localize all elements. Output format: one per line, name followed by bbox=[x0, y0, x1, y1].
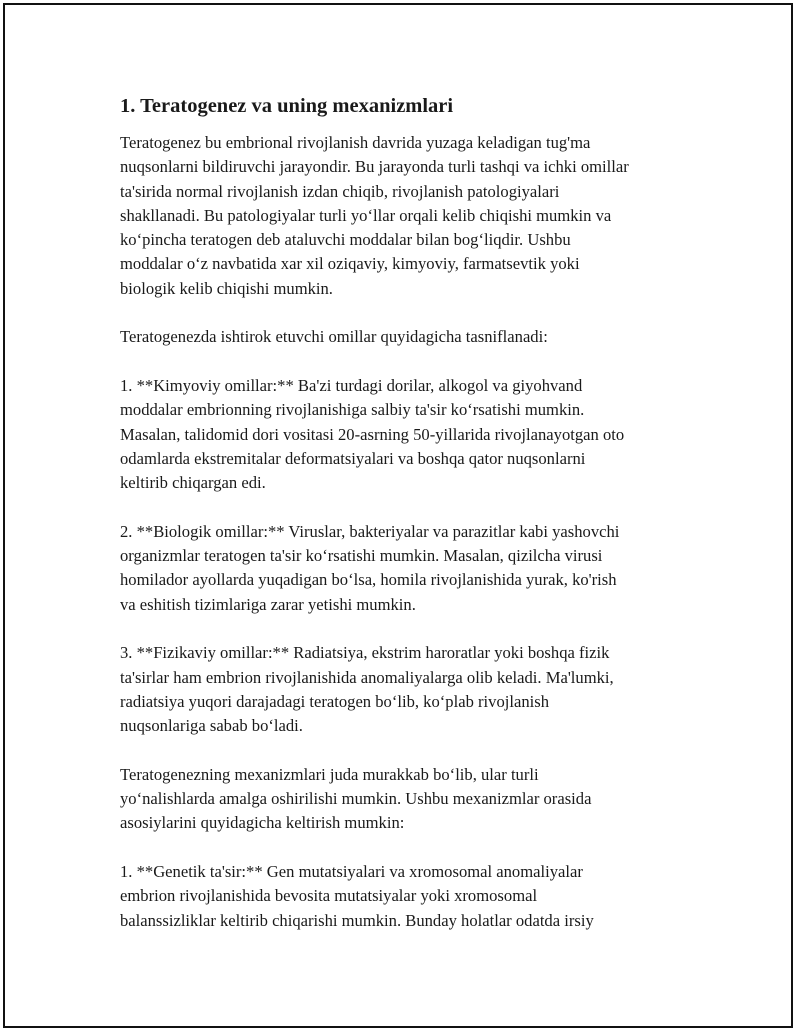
paragraph-classification bbox=[120, 325, 700, 349]
text-line: nuqsonlarni bildiruvchi jarayondir. Bu jarayonda turli tashqi va ichki omillar bbox=[120, 157, 629, 177]
paragraph-biological-factors bbox=[120, 520, 700, 617]
text-line: ta'sirlar ham embrion rivojlanishida anomaliyalarga olib keladi. Ma'lumki, bbox=[120, 667, 614, 687]
text-line: embrion rivojlanishida bevosita mutatsiyalar yoki xromosomal bbox=[120, 886, 538, 906]
paragraph-intro bbox=[120, 131, 700, 301]
paragraph-physical-factors bbox=[120, 641, 700, 738]
text-line: yo‘nalishlarda amalga oshirilishi mumkin. Ushbu mexanizmlar orasida bbox=[120, 789, 592, 809]
text-line: 3. **Fizikaviy omillar:** Radiatsiya, ekstrim haroratlar yoki boshqa fizik bbox=[120, 643, 610, 663]
text-line: va eshitish tizimlariga zarar yetishi mumkin. bbox=[120, 594, 416, 614]
paragraph-mechanisms-intro bbox=[120, 763, 700, 836]
text-line: 1. **Genetik ta'sir:** Gen mutatsiyalari va xromosomal anomaliyalar bbox=[120, 861, 583, 881]
text-line: Teratogenezning mexanizmlari juda murakkab bo‘lib, ular turli bbox=[120, 764, 539, 784]
text-line: organizmlar teratogen ta'sir ko‘rsatishi mumkin. Masalan, qizilcha virusi bbox=[120, 546, 603, 566]
text-line: moddalar embrionning rivojlanishiga salbiy ta'sir ko‘rsatishi mumkin. bbox=[120, 400, 585, 420]
text-line: 1. **Kimyoviy omillar:** Ba'zi turdagi dorilar, alkogol va giyohvand bbox=[120, 375, 583, 395]
text-line: radiatsiya yuqori darajadagi teratogen bo‘lib, ko‘plab rivojlanish bbox=[120, 691, 549, 711]
text-line: asosiylarini quyidagicha keltirish mumkin: bbox=[120, 813, 405, 833]
text-line: nuqsonlariga sabab bo‘ladi. bbox=[120, 716, 303, 736]
text-line: Teratogenez bu embrional rivojlanish davrida yuzaga keladigan tug'ma bbox=[120, 133, 591, 152]
text-line: shakllanadi. Bu patologiyalar turli yo‘llar orqali kelib chiqishi mumkin va bbox=[120, 205, 612, 225]
paragraph-genetic-effect bbox=[120, 860, 700, 933]
paragraph-chemical-factors bbox=[120, 374, 700, 495]
text-line: odamlarda ekstremitalar deformatsiyalari va boshqa qator nuqsonlarni bbox=[120, 448, 586, 468]
text-line: ta'sirida normal rivojlanish izdan chiqib, rivojlanish patologiyalari bbox=[120, 181, 560, 201]
text-line: ko‘pincha teratogen deb ataluvchi moddalar bilan bog‘liqdir. Ushbu bbox=[120, 230, 571, 250]
text-line: Teratogenezda ishtirok etuvchi omillar quyidagicha tasniflanadi: bbox=[120, 327, 548, 347]
text-line: biologik kelib chiqishi mumkin. bbox=[120, 278, 333, 298]
text-line: Masalan, talidomid dori vositasi 20-asrning 50-yillarida rivojlanayotgan oto bbox=[120, 424, 625, 444]
section-heading: 1. Teratogenez va uning mexanizmlari bbox=[120, 95, 454, 117]
text-line: moddalar o‘z navbatida xar xil oziqaviy, kimyoviy, farmatsevtik yoki bbox=[120, 254, 580, 274]
text-line: balanssizliklar keltirib chiqarishi mumkin. Bunday holatlar odatda irsiy bbox=[120, 910, 594, 930]
text-line: keltirib chiqargan edi. bbox=[120, 473, 266, 493]
text-line: 2. **Biologik omillar:** Viruslar, bakteriyalar va parazitlar kabi yashovchi bbox=[120, 521, 620, 541]
document-body bbox=[120, 93, 700, 957]
document-page bbox=[3, 3, 793, 1028]
text-line: homilador ayollarda yuqadigan bo‘lsa, homila rivojlanishida yurak, ko'rish bbox=[120, 570, 617, 590]
